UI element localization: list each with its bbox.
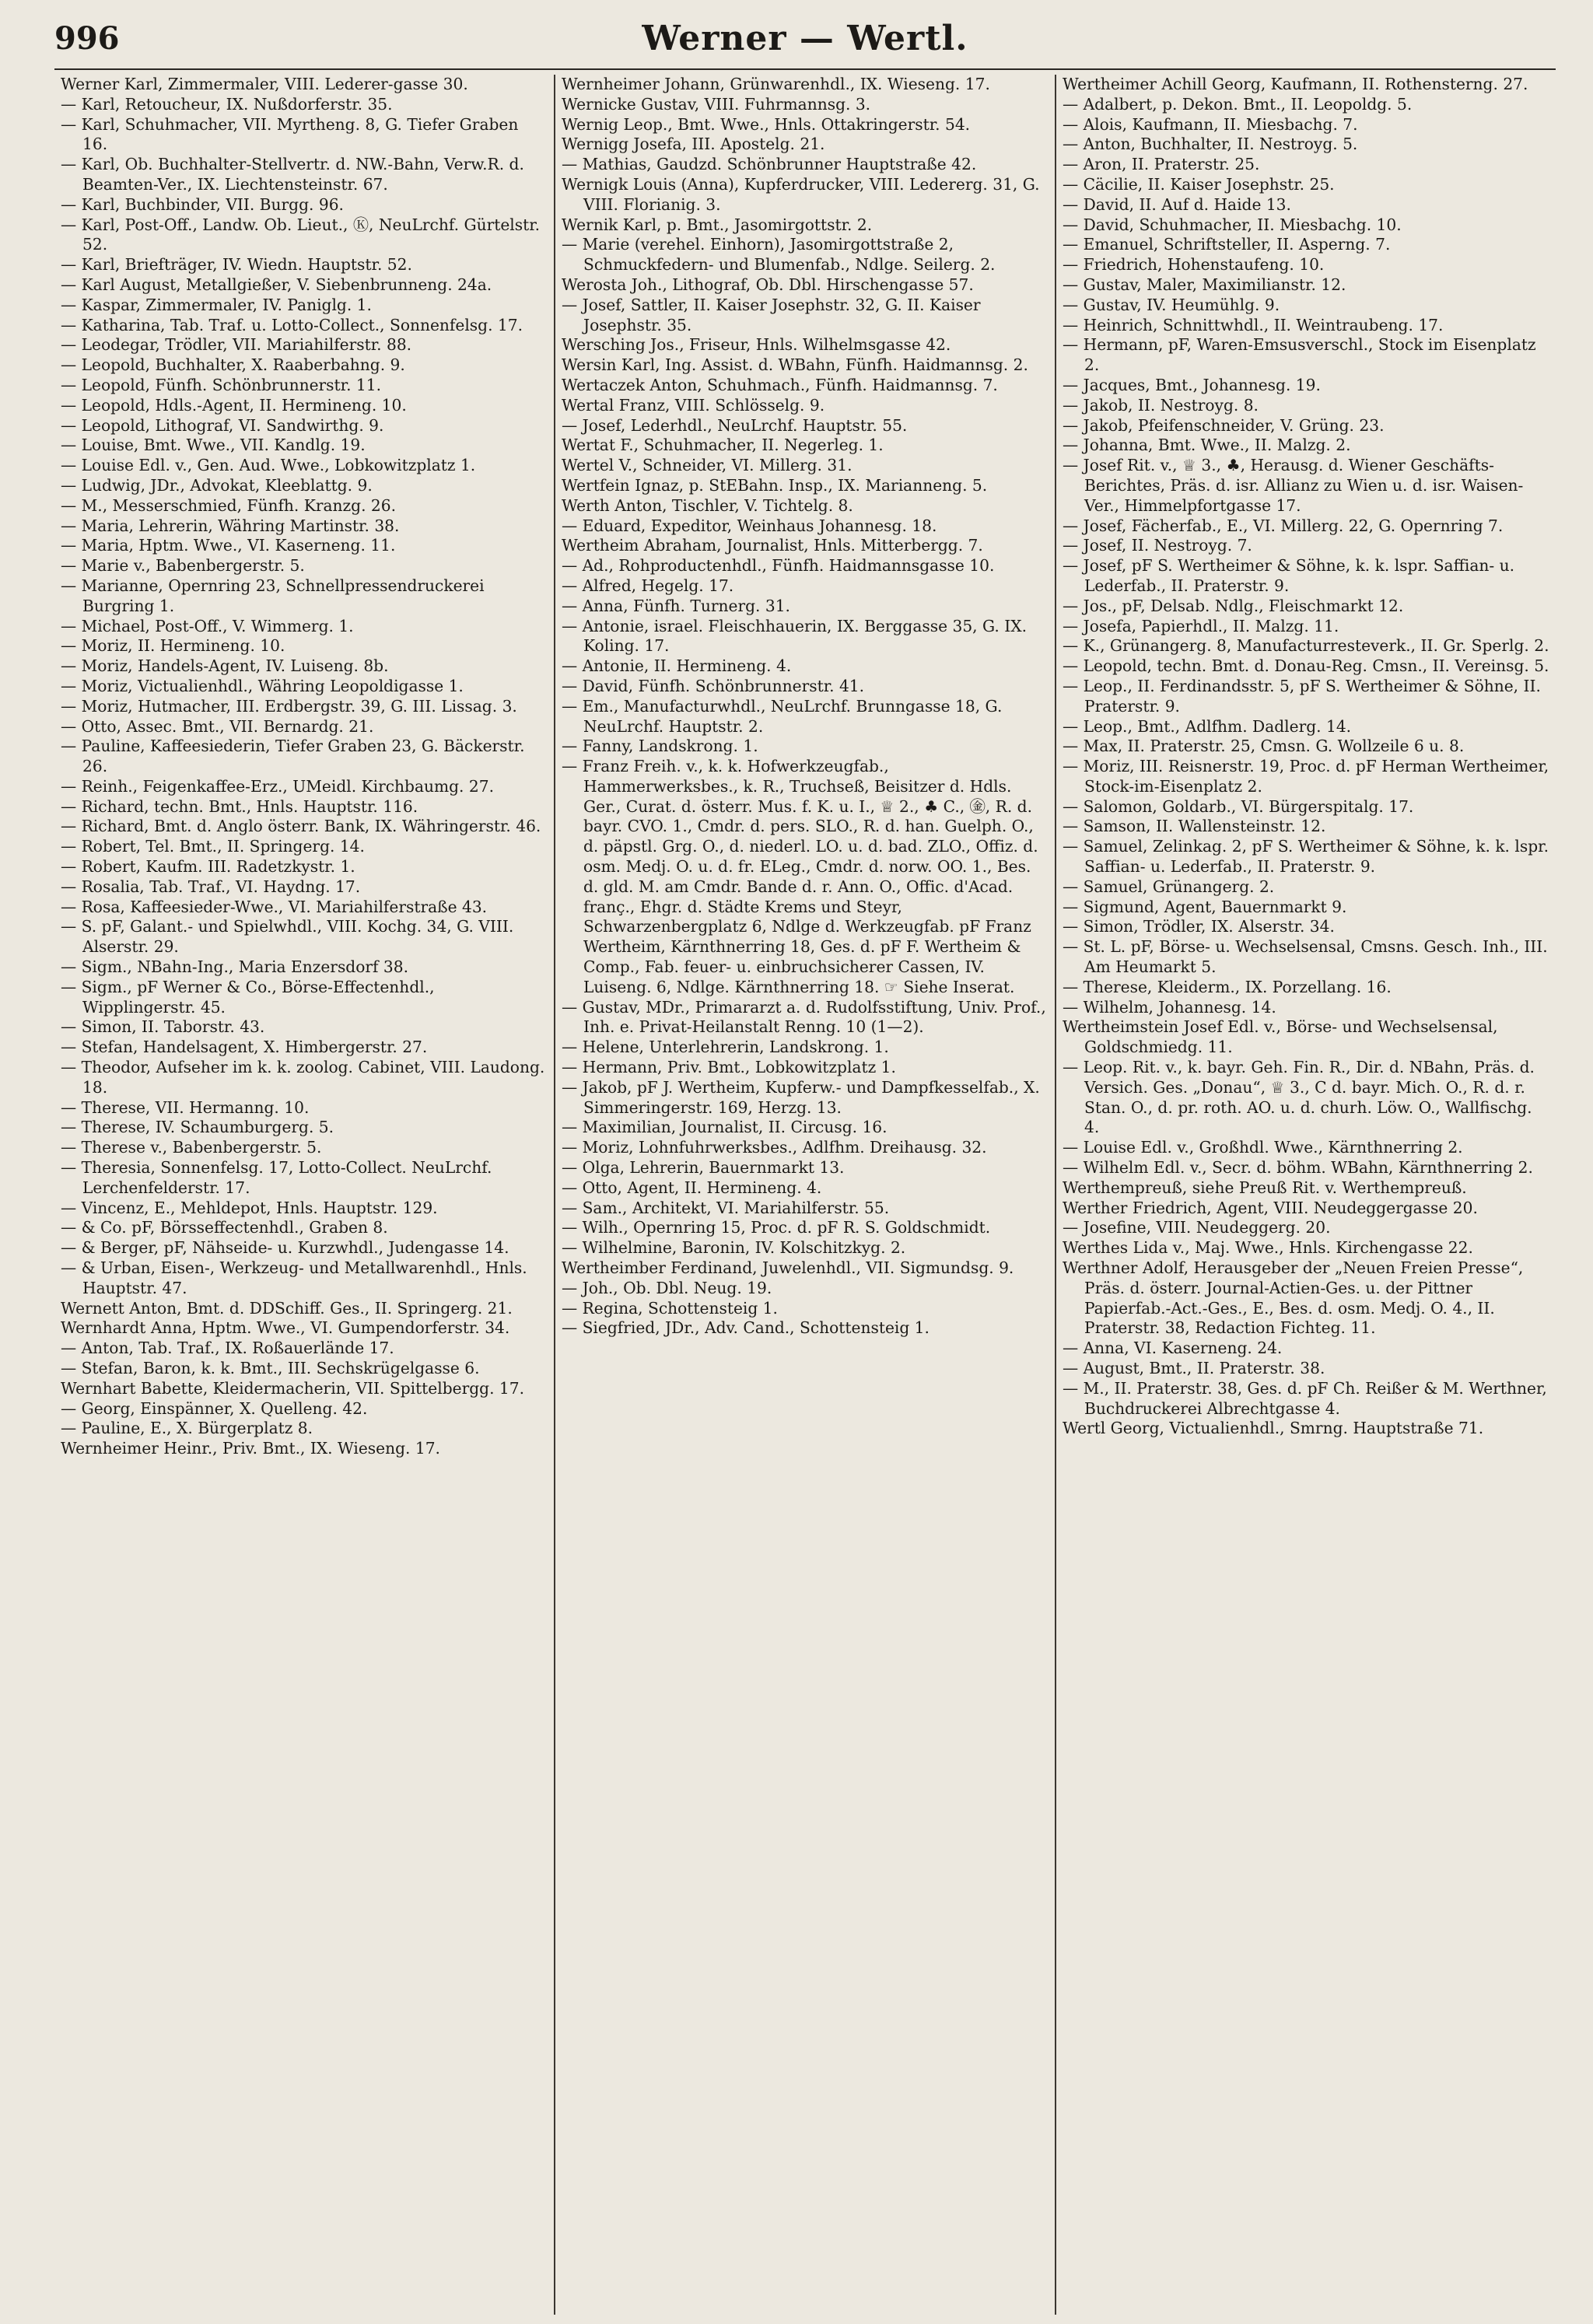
directory-entry: — Wilhelm Edl. v., Secr. d. böhm. WBahn, Kärnthnerring 2. — [1063, 1158, 1533, 1178]
directory-entry: — Leopold, Fünfh. Schönbrunnerstr. 11. — [61, 375, 382, 394]
directory-entry: — Samuel, Grünangerg. 2. — [1063, 877, 1275, 896]
directory-entry: — Em., Manufacturwhdl., NeuLrchf. Brunngasse 18, G. NeuLrchf. Hauptstr. 2. — [562, 696, 1003, 736]
directory-entry: — Siegfried, JDr., Adv. Cand., Schottensteig 1. — [562, 1318, 930, 1338]
directory-entry: — Sigmund, Agent, Bauernmarkt 9. — [1063, 897, 1347, 916]
directory-entry: — Rosa, Kaffeesieder-Wwe., VI. Mariahilferstraße 43. — [61, 897, 488, 916]
directory-entry-head: Wertat F., Schuhmacher, II. Negerleg. 1. — [562, 436, 884, 455]
directory-entry: — Karl, Schuhmacher, VII. Myrtheng. 8, G. Tiefer Graben 16. — [61, 114, 519, 154]
directory-entry: — Adalbert, p. Dekon. Bmt., II. Leopoldg. 5. — [1063, 94, 1413, 114]
directory-entry: — Leop. Rit. v., k. bayr. Geh. Fin. R., Dir. d. NBahn, Präs. d. Versich. Ges. „Donau“, ♕ 3., C d. bayr. Mich. O., R. d. r. Stan. O., d. pr. roth. AO. u. d. churh. Löw. O., Wallfischg. 4. — [1063, 1058, 1535, 1137]
directory-entry: — Jos., pF, Delsab. Ndlg., Fleischmarkt 12. — [1063, 596, 1404, 615]
directory-entry: — Gustav, MDr., Primararzt a. d. Rudolfsstiftung, Univ. Prof., Inh. e. Privat-Heilanstalt Renng. 10 (1—2). — [562, 997, 1046, 1037]
directory-entry: — Cäcilie, II. Kaiser Josephstr. 25. — [1063, 174, 1335, 194]
directory-entry-head: Wernigk Louis (Anna), Kupferdrucker, VIII. Ledererg. 31, G. VIII. Florianig. 3. — [562, 174, 1040, 214]
directory-entry: — Leodegar, Trödler, VII. Mariahilferstr. 88. — [61, 335, 412, 355]
directory-entry-head: Wernik Karl, p. Bmt., Jasomirgottstr. 2. — [562, 215, 873, 234]
directory-entry: — Josef, II. Nestroyg. 7. — [1063, 536, 1252, 555]
directory-entry: — Anna, Fünfh. Turnerg. 31. — [562, 596, 790, 615]
directory-entry-head: Wernhart Babette, Kleidermacherin, VII. Spittelbergg. 17. — [61, 1378, 525, 1398]
running-title: Werner — Wertl. — [642, 19, 968, 58]
directory-entry: — Simon, II. Taborstr. 43. — [61, 1017, 265, 1037]
directory-entry: — Therese, IV. Schaumburgerg. 5. — [61, 1118, 334, 1137]
directory-entry: — Samson, II. Wallensteinstr. 12. — [1063, 817, 1326, 836]
directory-entry: — Wilhelm, Johannesg. 14. — [1063, 997, 1276, 1017]
directory-entry: — Jakob, Pfeifenschneider, V. Grüng. 23. — [1063, 415, 1385, 435]
directory-entry: — Johanna, Bmt. Wwe., II. Malzg. 2. — [1063, 436, 1351, 455]
directory-entry: — Leop., Bmt., Adlfhm. Dadlerg. 14. — [1063, 716, 1352, 736]
directory-entry: — Emanuel, Schriftsteller, II. Asperng. 7. — [1063, 235, 1391, 254]
directory-entry-head: Werosta Joh., Lithograf, Ob. Dbl. Hirschengasse 57. — [562, 275, 974, 294]
directory-entry: — Louise, Bmt. Wwe., VII. Kandlg. 19. — [61, 436, 366, 455]
directory-entry-head: Wertheim Abraham, Journalist, Hnls. Mitterbergg. 7. — [562, 536, 983, 555]
directory-entry: — Alfred, Hegelg. 17. — [562, 576, 734, 595]
directory-entry: — Therese, Kleiderm., IX. Porzellang. 16. — [1063, 977, 1392, 996]
directory-entry-head: Werthes Lida v., Maj. Wwe., Hnls. Kirchengasse 22. — [1063, 1238, 1473, 1258]
directory-entry: — St. L. pF, Börse- u. Wechselsensal, Cmsns. Gesch. Inh., III. Am Heumarkt 5. — [1063, 937, 1548, 977]
directory-entry: — Rosalia, Tab. Traf., VI. Haydng. 17. — [61, 877, 361, 896]
directory-entry-head: Wertheimer Achill Georg, Kaufmann, II. Rothensterng. 27. — [1063, 75, 1528, 93]
directory-entry: — Josef, pF S. Wertheimer & Söhne, k. k. lspr. Saffian- u. Lederfab., II. Praterstr. 9. — [1063, 556, 1515, 595]
directory-entry: — Sigm., NBahn-Ing., Maria Enzersdorf 38. — [61, 957, 409, 977]
directory-entry: — Vincenz, E., Mehldepot, Hnls. Hauptstr. 129. — [61, 1198, 438, 1217]
directory-entry: — Leopold, techn. Bmt. d. Donau-Reg. Cmsn., II. Vereinsg. 5. — [1063, 656, 1549, 676]
column-2 — [554, 75, 1055, 2315]
directory-entry: — Georg, Einspänner, X. Quelleng. 42. — [61, 1398, 368, 1418]
directory-entry: — Jakob, pF J. Wertheim, Kupferw.- und Dampfkesselfab., X. Simmeringerstr. 169, Herzg. 13. — [562, 1077, 1040, 1117]
column-3 — [1055, 75, 1556, 2315]
directory-entry: — M., Messerschmied, Fünfh. Kranzg. 26. — [61, 495, 397, 515]
directory-entry: — Pauline, Kaffeesiederin, Tiefer Graben 23, G. Bäckerstr. 26. — [61, 737, 525, 776]
directory-entry: — Moriz, Handels-Agent, IV. Luiseng. 8b. — [61, 656, 389, 676]
directory-entry: — Moriz, Victualienhdl., Währing Leopoldigasse 1. — [61, 676, 464, 695]
directory-entry-head: Wernett Anton, Bmt. d. DDSchiff. Ges., II. Springerg. 21. — [61, 1298, 513, 1318]
directory-entry-head: Wernhardt Anna, Hptm. Wwe., VI. Gumpendorferstr. 34. — [61, 1318, 510, 1338]
directory-entry: — Marie (verehel. Einhorn), Jasomirgottstraße 2, Schmuckfedern- und Blumenfab., Ndlge. Seilerg. 2. — [562, 235, 996, 275]
directory-entry-head: Wernig Leop., Bmt. Wwe., Hnls. Ottakringerstr. 54. — [562, 114, 971, 134]
directory-entry: — Theodor, Aufseher im k. k. zoolog. Cabinet, VIII. Laudong. 18. — [61, 1058, 545, 1097]
directory-entry: — Pauline, E., X. Bürgerplatz 8. — [61, 1419, 313, 1438]
directory-entry: — Otto, Agent, II. Hermineng. 4. — [562, 1178, 822, 1197]
directory-entry: — Josef, Lederhdl., NeuLrchf. Hauptstr. 55. — [562, 415, 908, 435]
directory-entry: — Josefa, Papierhdl., II. Malzg. 11. — [1063, 616, 1339, 635]
directory-entry: — Robert, Tel. Bmt., II. Springerg. 14. — [61, 837, 365, 856]
directory-entry: — Marianne, Opernring 23, Schnellpressendruckerei Burgring 1. — [61, 576, 485, 615]
directory-entry: — Antonie, israel. Fleischhauerin, IX. Berggasse 35, G. IX. Koling. 17. — [562, 616, 1027, 656]
directory-entry: — Sigm., pF Werner & Co., Börse-Effectenhdl., Wipplingerstr. 45. — [61, 977, 435, 1017]
directory-entry: — Wilhelmine, Baronin, IV. Kolschitzkyg. 2. — [562, 1238, 906, 1258]
directory-entry: — Leopold, Buchhalter, X. Raaberbahng. 9. — [61, 355, 405, 375]
directory-entry: — Otto, Assec. Bmt., VII. Bernardg. 21. — [61, 716, 374, 736]
page-header — [54, 14, 1556, 70]
directory-entry: — Anton, Tab. Traf., IX. Roßauerlände 17. — [61, 1339, 394, 1358]
directory-entry: — Gustav, Maler, Maximilianstr. 12. — [1063, 275, 1346, 294]
directory-entry: — David, Schuhmacher, II. Miesbachg. 10. — [1063, 215, 1402, 234]
page-number: 996 — [54, 20, 120, 57]
directory-entry: — Josefine, VIII. Neudeggerg. 20. — [1063, 1218, 1331, 1237]
directory-entry: — Alois, Kaufmann, II. Miesbachg. 7. — [1063, 114, 1358, 134]
directory-entry-head: Wernicke Gustav, VIII. Fuhrmannsg. 3. — [562, 94, 871, 114]
directory-entry: — Richard, techn. Bmt., Hnls. Hauptstr. 116. — [61, 796, 418, 816]
directory-entry: — Theresia, Sonnenfelsg. 17, Lotto-Collect. NeuLrchf. Lerchenfelderstr. 17. — [61, 1158, 492, 1197]
directory-entry: — Moriz, Hutmacher, III. Erdbergstr. 39, G. III. Lissag. 3. — [61, 696, 517, 716]
directory-entry: — Hermann, Priv. Bmt., Lobkowitzplatz 1. — [562, 1058, 896, 1077]
directory-entry-head: Wertl Georg, Victualienhdl., Smrng. Hauptstraße 71. — [1063, 1419, 1484, 1438]
directory-entry: — Hermann, pF, Waren-Emsusverschl., Stock im Eisenplatz 2. — [1063, 335, 1536, 375]
directory-entry: — Simon, Trödler, IX. Alserstr. 34. — [1063, 917, 1335, 936]
directory-entry: — Jacques, Bmt., Johannesg. 19. — [1063, 375, 1321, 394]
directory-entry: — Michael, Post-Off., V. Wimmerg. 1. — [61, 616, 354, 635]
directory-entry: — K., Grünangerg. 8, Manufacturresteverk., II. Gr. Sperlg. 2. — [1063, 636, 1549, 656]
directory-entry: — Sam., Architekt, VI. Mariahilferstr. 55. — [562, 1198, 890, 1217]
directory-entry: — Karl, Buchbinder, VII. Burgg. 96. — [61, 194, 344, 214]
directory-entry: — Karl, Retoucheur, IX. Nußdorferstr. 35. — [61, 94, 393, 114]
directory-entry: — Louise Edl. v., Gen. Aud. Wwe., Lobkowitzplatz 1. — [61, 456, 476, 475]
directory-entry: — Louise Edl. v., Großhdl. Wwe., Kärnthnerring 2. — [1063, 1138, 1463, 1157]
directory-entry: — & Co. pF, Börsseffectenhdl., Graben 8. — [61, 1218, 388, 1237]
directory-entry-head: Wersin Karl, Ing. Assist. d. WBahn, Fünfh. Haidmannsg. 2. — [562, 355, 1028, 375]
directory-entry: — Anton, Buchhalter, II. Nestroyg. 5. — [1063, 135, 1358, 154]
directory-entry: — Reinh., Feigenkaffee-Erz., UMeidl. Kirchbaumg. 27. — [61, 776, 494, 796]
directory-entry-head: Wertheimstein Josef Edl. v., Börse- und Wechselsensal, Goldschmiedg. 11. — [1063, 1017, 1498, 1057]
directory-entry: — Stefan, Baron, k. k. Bmt., III. Sechskrügelgasse 6. — [61, 1359, 480, 1377]
directory-entry: — Salomon, Goldarb., VI. Bürgerspitalg. 17. — [1063, 796, 1414, 816]
directory-entry: — August, Bmt., II. Praterstr. 38. — [1063, 1359, 1325, 1377]
directory-entry: — Max, II. Praterstr. 25, Cmsn. G. Wollzeile 6 u. 8. — [1063, 737, 1465, 756]
directory-entry: — Antonie, II. Hermineng. 4. — [562, 656, 792, 676]
directory-entry: — Helene, Unterlehrerin, Landskrong. 1. — [562, 1038, 889, 1057]
directory-entry: — Olga, Lehrerin, Bauernmarkt 13. — [562, 1158, 845, 1178]
directory-entry: — Ludwig, JDr., Advokat, Kleeblattg. 9. — [61, 475, 373, 495]
directory-entry: — David, Fünfh. Schönbrunnerstr. 41. — [562, 676, 865, 695]
directory-entry: — Karl, Post-Off., Landw. Ob. Lieut., Ⓚ, NeuLrchf. Gürtelstr. 52. — [61, 215, 541, 254]
directory-entry-head: Wertel V., Schneider, VI. Millerg. 31. — [562, 456, 853, 475]
directory-columns — [54, 75, 1556, 2315]
column-1 — [54, 75, 554, 2315]
directory-entry: — Maria, Lehrerin, Währing Martinstr. 38. — [61, 516, 400, 535]
directory-entry: — Regina, Schottensteig 1. — [562, 1298, 778, 1318]
directory-entry: — Mathias, Gaudzd. Schönbrunner Hauptstraße 42. — [562, 155, 977, 174]
directory-entry: — Moriz, II. Hermineng. 10. — [61, 636, 285, 656]
directory-entry: — Josef Rit. v., ♕ 3., ♣, Herausg. d. Wiener Geschäfts-Berichtes, Präs. d. isr. Allianz zu Wien u. d. isr. Waisen-Ver., Himmelpfortgasse 17. — [1063, 456, 1524, 515]
directory-entry-head: Wertal Franz, VIII. Schlösselg. 9. — [562, 395, 825, 415]
directory-entry: — Fanny, Landskrong. 1. — [562, 737, 758, 756]
directory-entry: — Franz Freih. v., k. k. Hofwerkzeugfab., Hammerwerksbes., k. R., Truchseß, Beisitzer d. Hdls. Ger., Curat. d. österr. Mus. f. K. u. I., ♕ 2., ♣ C., ㊎, R. d. bayr. CVO. 1., Cmdr. d. pers. SLO., R. d. han. Guelph. O., d. päpstl. Grg. O., d. niederl. LO. u. d. bad. ZLO., Offiz. d. osm. Medj. O. u. d. fr. ELeg., Cmdr. d. norw. OO. 1., Bes. d. gld. M. am Cmdr. Bande d. r. Ann. O., Offic. d'Acad. franç., Ehgr. d. Städte Krems und Steyr, Schwarzenbergplatz 6, Ndlge d. Werkzeugfab. pF Franz Wertheim, Kärnthnerring 18, Ges. d. pF F. Wertheim & Comp., Fab. feuer- u. einbruchsicherer Cassen, IV. Luiseng. 6, Ndlge. Kärnthnerring 18. ☞ Siehe Inserat. — [562, 757, 1038, 996]
directory-entry: — Aron, II. Praterstr. 25. — [1063, 155, 1260, 174]
directory-entry-head: Wernheimer Heinr., Priv. Bmt., IX. Wieseng. 17. — [61, 1439, 440, 1458]
directory-entry: — Anna, VI. Kaserneng. 24. — [1063, 1339, 1283, 1358]
directory-entry: — Josef, Sattler, II. Kaiser Josephstr. 32, G. II. Kaiser Josephstr. 35. — [562, 295, 981, 334]
directory-entry-head: Werthner Adolf, Herausgeber der „Neuen Freien Presse“, Präs. d. österr. Journal-Actien-Ges. u. der Pittner Papierfab.-Act.-Ges., E., Bes. d. osm. Medj. O. 4., II. Praterstr. 38, Redaction Fichteg. 11. — [1063, 1258, 1524, 1338]
directory-entry: — Samuel, Zelinkag. 2, pF S. Wertheimer & Söhne, k. k. lspr. Saffian- u. Lederfab., II. Praterstr. 9. — [1063, 837, 1549, 877]
directory-entry: — & Berger, pF, Nähseide- u. Kurzwhdl., Judengasse 14. — [61, 1238, 509, 1258]
directory-entry: — Ad., Rohproductenhdl., Fünfh. Haidmannsgasse 10. — [562, 556, 995, 576]
directory-entry-head: Werth Anton, Tischler, V. Tichtelg. 8. — [562, 495, 853, 515]
directory-entry: — Karl, Briefträger, IV. Wiedn. Hauptstr. 52. — [61, 255, 412, 275]
directory-entry: — Therese v., Babenbergerstr. 5. — [61, 1138, 322, 1157]
directory-entry: — Stefan, Handelsagent, X. Himbergerstr. 27. — [61, 1038, 428, 1057]
directory-entry: — Eduard, Expeditor, Weinhaus Johannesg. 18. — [562, 516, 937, 535]
directory-entry: — Leopold, Hdls.-Agent, II. Hermineng. 10. — [61, 395, 407, 415]
directory-entry: — S. pF, Galant.- und Spielwhdl., VIII. Kochg. 34, G. VIII. Alserstr. 29. — [61, 917, 514, 957]
directory-entry: — Kaspar, Zimmermaler, IV. Paniglg. 1. — [61, 295, 372, 314]
directory-entry-head: Werther Friedrich, Agent, VIII. Neudeggergasse 20. — [1063, 1198, 1478, 1217]
directory-entry: — Maximilian, Journalist, II. Circusg. 16. — [562, 1118, 888, 1137]
directory-entry-head: Wertaczek Anton, Schuhmach., Fünfh. Haidmannsg. 7. — [562, 375, 998, 394]
directory-entry: — Karl, Ob. Buchhalter-Stellvertr. d. NW.-Bahn, Verw.R. d. Beamten-Ver., IX. Liechtensteinstr. 67. — [61, 155, 524, 194]
directory-entry: — & Urban, Eisen-, Werkzeug- und Metallwarenhdl., Hnls. Hauptstr. 47. — [61, 1258, 527, 1297]
directory-entry: — Leop., II. Ferdinandsstr. 5, pF S. Wertheimer & Söhne, II. Praterstr. 9. — [1063, 676, 1541, 716]
directory-entry: — Moriz, III. Reisnerstr. 19, Proc. d. pF Herman Wertheimer, Stock-im-Eisenplatz 2. — [1063, 757, 1549, 796]
directory-entry-head: Wertfein Ignaz, p. StEBahn. Insp., IX. Marianneng. 5. — [562, 475, 988, 495]
directory-entry: — Josef, Fächerfab., E., VI. Millerg. 22, G. Opernring 7. — [1063, 516, 1504, 535]
directory-entry: — Maria, Hptm. Wwe., VI. Kaserneng. 11. — [61, 536, 396, 555]
directory-entry-head: Werthempreuß, siehe Preuß Rit. v. Werthempreuß. — [1063, 1178, 1467, 1197]
directory-entry: — Robert, Kaufm. III. Radetzkystr. 1. — [61, 857, 355, 877]
directory-entry-head: Wertheimber Ferdinand, Juwelenhdl., VII. Sigmundsg. 9. — [562, 1258, 1014, 1278]
directory-entry-head: Wersching Jos., Friseur, Hnls. Wilhelmsgasse 42. — [562, 335, 951, 355]
directory-entry: — David, II. Auf d. Haide 13. — [1063, 194, 1291, 214]
directory-entry-head: Wernigg Josefa, III. Apostelg. 21. — [562, 135, 825, 154]
directory-entry: — Jakob, II. Nestroyg. 8. — [1063, 395, 1259, 415]
directory-entry: — Katharina, Tab. Traf. u. Lotto-Collect., Sonnenfelsg. 17. — [61, 315, 523, 334]
directory-entry-head: Werner Karl, Zimmermaler, VIII. Lederer-gasse 30. — [61, 75, 468, 93]
directory-entry: — Wilh., Opernring 15, Proc. d. pF R. S. Goldschmidt. — [562, 1218, 991, 1237]
directory-entry: — Leopold, Lithograf, VI. Sandwirthg. 9. — [61, 415, 384, 435]
directory-entry: — Richard, Bmt. d. Anglo österr. Bank, IX. Währingerstr. 46. — [61, 817, 541, 836]
directory-entry: — Marie v., Babenbergerstr. 5. — [61, 556, 305, 576]
directory-entry: — Moriz, Lohnfuhrwerksbes., Adlfhm. Dreihausg. 32. — [562, 1138, 987, 1157]
directory-entry: — Therese, VII. Hermanng. 10. — [61, 1097, 310, 1117]
directory-entry: — Gustav, IV. Heumühlg. 9. — [1063, 295, 1280, 314]
directory-entry-head: Wernheimer Johann, Grünwarenhdl., IX. Wieseng. 17. — [562, 75, 990, 93]
directory-entry: — M., II. Praterstr. 38, Ges. d. pF Ch. Reißer & M. Werthner, Buchdruckerei Albrechtgasse 4. — [1063, 1378, 1547, 1418]
directory-entry: — Joh., Ob. Dbl. Neug. 19. — [562, 1278, 772, 1297]
directory-entry: — Karl August, Metallgießer, V. Siebenbrunneng. 24a. — [61, 275, 492, 294]
directory-entry: — Heinrich, Schnittwhdl., II. Weintraubeng. 17. — [1063, 315, 1444, 334]
directory-entry: — Friedrich, Hohenstaufeng. 10. — [1063, 255, 1325, 275]
